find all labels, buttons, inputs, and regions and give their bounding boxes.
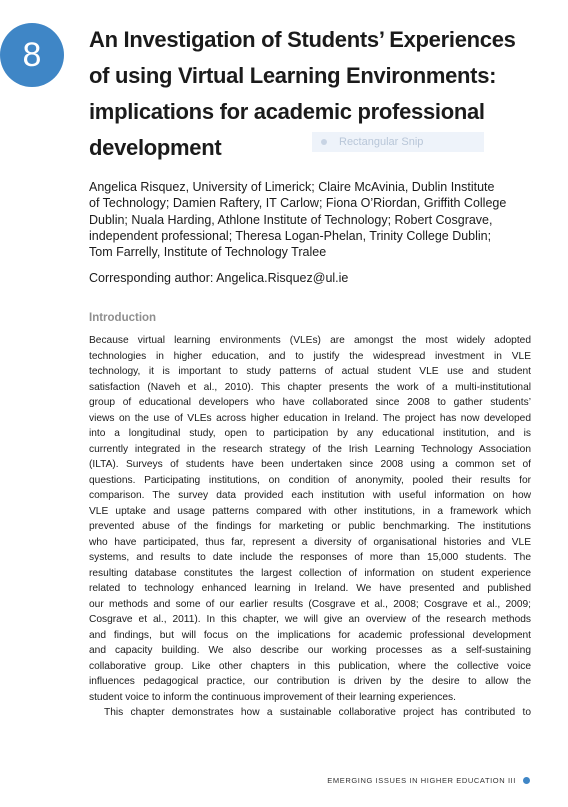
body-line: collaborative group. Like other chapters in this publication, where the collective voice	[89, 660, 531, 672]
author-line: of Technology; Damien Raftery, IT Carlow; Fiona O’Riordan, Griffith College	[89, 196, 507, 211]
body-line: who have participated, thus far, represent a diversity of organisational histories and VLE	[89, 536, 531, 548]
body-line-new-paragraph: This chapter demonstrates how a sustainable collaborative project has contributed to	[104, 707, 531, 718]
body-line: Cosgrave et al., 2011). In this chapter, we will give an overview of the research methods	[89, 614, 531, 625]
body-line: student voice to inform the continuous improvement of their learning experiences.	[89, 691, 456, 703]
page-footer	[327, 776, 530, 785]
body-line: group of educational developers who have collaborated since 2008 to gather students’	[89, 397, 531, 408]
body-line: related to technology enhanced learning in Ireland. We have presented and published	[89, 583, 531, 594]
body-line: satisfaction (Naveh et al., 2010). This chapter presents the work of a multi-institutional	[89, 381, 531, 393]
title-line: of using Virtual Learning Environments:	[89, 63, 497, 88]
chapter-number-badge: 8	[0, 23, 64, 87]
body-line: technologies in higher education, and to justify the widespread investment in VLE	[89, 350, 531, 362]
body-line: and capacity building. We also describe our working processes as a self-sustaining	[89, 645, 531, 656]
body-line: comparison. The survey data provided each institution with useful information on how	[89, 490, 531, 501]
author-line: Tom Farrelly, Institute of Technology Tralee	[89, 245, 327, 260]
body-line: influences pedagogical practice, our contribution is driven by the desire to allow the	[89, 676, 531, 687]
body-text	[89, 333, 531, 721]
title-line: development	[89, 135, 222, 160]
body-line: Because virtual learning environments (VLEs) are amongst the most widely adopted	[89, 335, 531, 346]
rectangular-snip-overlay	[312, 132, 484, 152]
body-line: VLE uptake and usage patterns compared with other institutions, in a framework which	[89, 505, 531, 517]
title-line: implications for academic professional	[89, 99, 485, 124]
body-line: technology, it is important to study patterns of actual student VLE use and student	[89, 366, 531, 377]
body-line: (ILTA). Surveys of students have been undertaken since 2008 using a common set of	[89, 459, 531, 470]
body-line: our methods and some of our earlier results (Cosgrave et al., 2008; Cosgrave et al., 2009;	[89, 598, 531, 610]
body-line: currently integrated in the research strategy of the Irish Learning Technology Association	[89, 443, 531, 455]
body-line: into a longitudinal study, open to participation by any educational institution, and is	[89, 428, 531, 439]
section-heading-introduction: Introduction	[89, 312, 157, 324]
title-line: An Investigation of Students’ Experiences	[89, 27, 516, 52]
snip-overlay-label: Rectangular Snip	[339, 136, 424, 148]
author-line: Dublin; Nuala Harding, Athlone Institute of Technology; Robert Cosgrave,	[89, 212, 493, 227]
snip-icon	[321, 139, 327, 145]
footer-publication-title: EMERGING ISSUES IN HIGHER EDUCATION III	[327, 776, 516, 785]
author-line: Angelica Risquez, University of Limerick; Claire McAvinia, Dublin Institute	[89, 180, 495, 194]
body-line: and findings, but will focus on the implications for academic professional development	[89, 629, 531, 641]
body-line: systems, and results to date include the responses of more than 15,000 students. The	[89, 552, 531, 563]
footer-dot-icon	[523, 777, 530, 784]
body-line: questions. Participating institutions, on condition of anonymity, pooled their results for	[89, 474, 531, 486]
body-line: views on the use of VLEs across higher education in Ireland. The project has now developed	[89, 412, 531, 424]
body-line: resulting database constitutes the largest collection of information on student experience	[89, 567, 531, 579]
corresponding-author: Corresponding author: Angelica.Risquez@ul.ie	[89, 271, 349, 285]
author-line: independent professional; Theresa Logan-Phelan, Trinity College Dublin;	[89, 228, 492, 243]
body-line: prevented abuse of the findings for marketing or public benchmarking. The institutions	[89, 521, 531, 532]
author-list	[89, 179, 529, 260]
